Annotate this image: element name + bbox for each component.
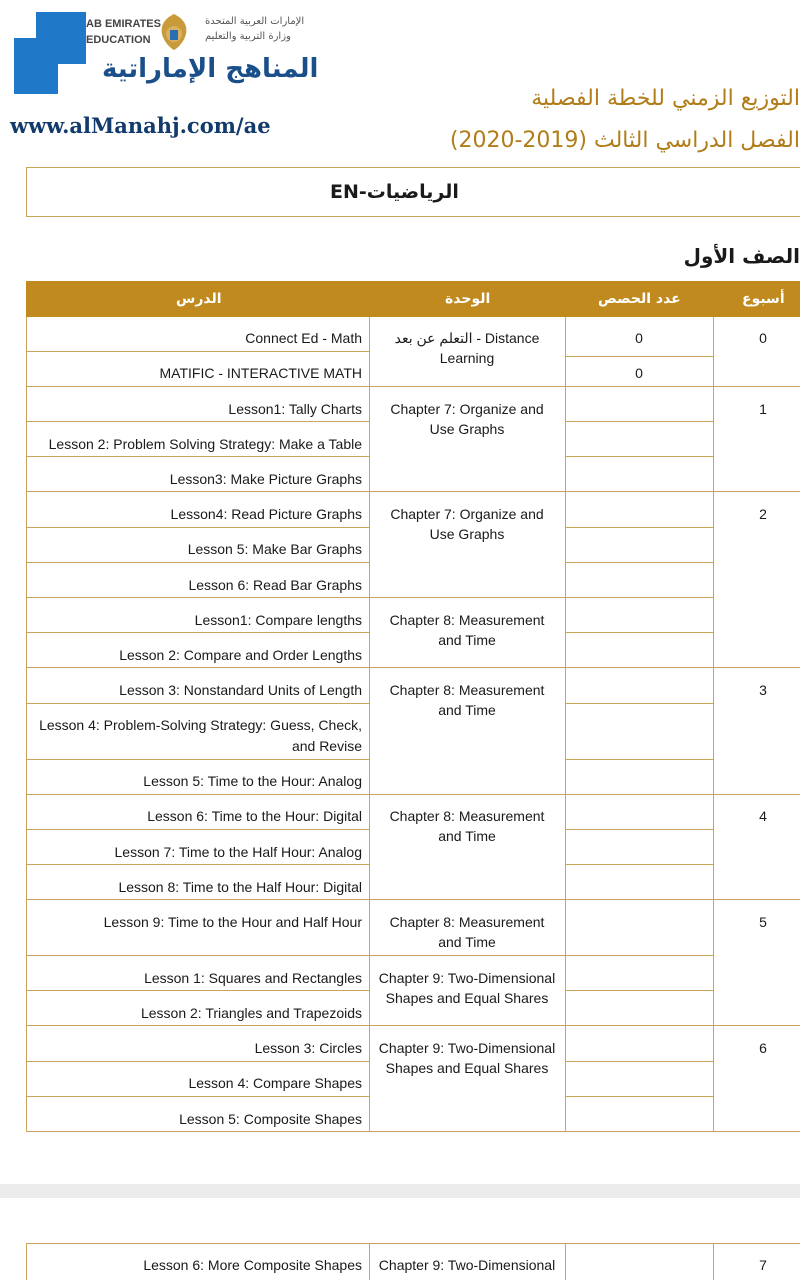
unit-cell: Chapter 7: Organize and Use Graphs bbox=[390, 506, 544, 542]
grid-line bbox=[26, 759, 369, 760]
grid-line bbox=[369, 317, 370, 1132]
grid-line bbox=[26, 990, 369, 991]
grid-line bbox=[26, 1243, 800, 1244]
grid-line bbox=[26, 421, 369, 422]
grid-line bbox=[26, 1025, 800, 1026]
lesson-cell: and Revise bbox=[291, 738, 362, 754]
lesson-cell: Lesson 2: Triangles and Trapezoids bbox=[140, 1005, 362, 1021]
grid-line bbox=[26, 386, 800, 387]
unit-cell: Chapter 8: Measurement and Time bbox=[389, 682, 545, 718]
week-cell: 6 bbox=[759, 1040, 767, 1056]
grid-line bbox=[26, 562, 369, 563]
uae-emblem-icon bbox=[152, 10, 196, 54]
lesson-cell: Lesson 7: Time to the Half Hour: Analog bbox=[114, 844, 362, 860]
grid-line bbox=[26, 829, 369, 830]
lesson-cell: Lesson 5: Time to the Hour: Analog bbox=[143, 773, 362, 789]
grid-line bbox=[565, 632, 713, 633]
site-name: المناهج الإماراتية bbox=[102, 54, 319, 84]
week-cell: 7 bbox=[759, 1257, 767, 1273]
site-url[interactable]: www.alManahj.com/ae bbox=[10, 113, 271, 138]
grid-line bbox=[26, 1243, 27, 1280]
grid-line bbox=[565, 421, 713, 422]
lesson-cell: Lesson 8: Time to the Half Hour: Digital bbox=[118, 879, 362, 895]
subject-title: الرياضيات-EN bbox=[330, 181, 459, 203]
grid-line bbox=[565, 1061, 713, 1062]
grid-line bbox=[26, 632, 369, 633]
grid-line bbox=[565, 703, 713, 704]
unit-cell: Chapter 9: Two-Dimensional Shapes and Equal Shares bbox=[378, 1040, 556, 1076]
lesson-cell: Lesson 3: Circles bbox=[254, 1040, 362, 1056]
grid-line bbox=[26, 351, 369, 352]
grid-line bbox=[26, 955, 713, 956]
grid-line bbox=[565, 317, 566, 1132]
lesson-cell: MATIFIC - INTERACTIVE MATH bbox=[159, 365, 362, 381]
lesson-cell: Lesson 9: Time to the Hour and Half Hour bbox=[103, 914, 362, 930]
week-cell: 1 bbox=[759, 401, 767, 417]
grid-line bbox=[26, 667, 800, 668]
grid-line bbox=[26, 597, 713, 598]
grid-line bbox=[565, 562, 713, 563]
periods-cell: 0 bbox=[635, 365, 643, 381]
grid-line bbox=[26, 899, 800, 900]
grid-line bbox=[26, 1061, 369, 1062]
logo-square-bottom bbox=[14, 38, 58, 94]
ministry-name-en-1: AB EMIRATES bbox=[86, 18, 161, 30]
lesson-cell: Lesson 3: Nonstandard Units of Length bbox=[119, 682, 362, 698]
lesson-cell: Lesson 5: Composite Shapes bbox=[179, 1111, 362, 1127]
column-header-week: أسبوع bbox=[742, 291, 785, 307]
unit-cell: Chapter 8: Measurement and Time bbox=[389, 808, 545, 844]
lesson-cell: Lesson 2: Problem Solving Strategy: Make a Table bbox=[48, 436, 362, 452]
grid-line bbox=[713, 317, 714, 1132]
ministry-name-en-2: EDUCATION bbox=[86, 34, 151, 46]
grid-line bbox=[565, 759, 713, 760]
unit-cell: Chapter 8: Measurement and Time bbox=[389, 914, 545, 950]
unit-cell: Chapter 7: Organize and Use Graphs bbox=[390, 401, 544, 437]
lesson-cell: Lesson 6: Time to the Hour: Digital bbox=[147, 808, 362, 824]
lesson-cell: Connect Ed - Math bbox=[245, 330, 362, 346]
grade-title: الصف الأول bbox=[683, 244, 800, 268]
grid-line bbox=[565, 829, 713, 830]
column-header-lesson: الدرس bbox=[176, 291, 222, 307]
unit-cell: التعلم عن بعد - Distance Learning bbox=[394, 330, 540, 366]
grid-line bbox=[26, 1131, 800, 1132]
grid-line bbox=[26, 527, 369, 528]
periods-cell: 0 bbox=[635, 330, 643, 346]
grid-line bbox=[26, 703, 369, 704]
unit-cell: Chapter 8: Measurement and Time bbox=[389, 612, 545, 648]
grid-line bbox=[565, 456, 713, 457]
term-title: الفصل الدراسي الثالث (2019-2020) bbox=[449, 128, 800, 153]
lesson-cell: Lesson 1: Squares and Rectangles bbox=[144, 970, 362, 986]
grid-line bbox=[565, 864, 713, 865]
table-header bbox=[26, 281, 800, 317]
week-cell: 2 bbox=[759, 506, 767, 522]
lesson-cell: Lesson 4: Compare Shapes bbox=[188, 1075, 362, 1091]
grid-line bbox=[26, 491, 800, 492]
lesson-cell: Lesson 5: Make Bar Graphs bbox=[187, 541, 362, 557]
lesson-cell: Lesson 6: Read Bar Graphs bbox=[188, 577, 362, 593]
lesson-cell: Lesson 6: More Composite Shapes bbox=[143, 1257, 362, 1273]
lesson-cell: Lesson 4: Problem-Solving Strategy: Guess, Check, bbox=[39, 717, 362, 733]
ministry-name-ar-1: الإمارات العربية المتحدة bbox=[205, 16, 305, 27]
page-separator bbox=[0, 1184, 800, 1198]
grid-line bbox=[26, 794, 800, 795]
lesson-cell: Lesson3: Make Picture Graphs bbox=[169, 471, 362, 487]
lesson-cell: Lesson 2: Compare and Order Lengths bbox=[119, 647, 362, 663]
week-cell: 4 bbox=[759, 808, 767, 824]
grid-line bbox=[565, 527, 713, 528]
grid-line bbox=[369, 1243, 370, 1280]
lesson-cell: Lesson1: Compare lengths bbox=[194, 612, 362, 628]
grid-line bbox=[26, 864, 369, 865]
unit-cell: Chapter 9: Two-Dimensional Shapes and Equal Shares bbox=[378, 970, 556, 1006]
lesson-cell: Lesson1: Tally Charts bbox=[228, 401, 362, 417]
grid-line bbox=[26, 456, 369, 457]
grid-line bbox=[565, 990, 713, 991]
ministry-name-ar-2: وزارة التربية والتعليم bbox=[205, 31, 291, 42]
lesson-cell: Lesson4: Read Picture Graphs bbox=[170, 506, 362, 522]
grid-line bbox=[565, 1243, 566, 1280]
grid-line bbox=[26, 1096, 369, 1097]
week-cell: 0 bbox=[759, 330, 767, 346]
grid-line bbox=[26, 317, 27, 1132]
column-header-periods: عدد الحصص bbox=[598, 291, 681, 307]
document-title: التوزيع الزمني للخطة الفصلية bbox=[531, 86, 800, 111]
column-header-unit: الوحدة bbox=[445, 291, 491, 307]
grid-line bbox=[565, 1096, 713, 1097]
week-cell: 3 bbox=[759, 682, 767, 698]
unit-cell: Chapter 9: Two-Dimensional bbox=[378, 1257, 556, 1273]
week-cell: 5 bbox=[759, 914, 767, 930]
grid-line bbox=[565, 356, 713, 357]
grid-line bbox=[713, 1243, 714, 1280]
